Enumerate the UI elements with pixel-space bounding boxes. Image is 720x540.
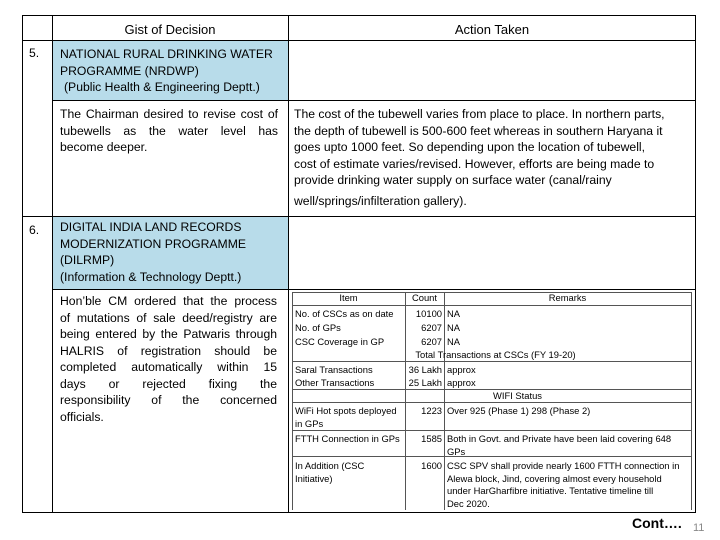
table-border — [695, 15, 696, 513]
section-title — [60, 46, 288, 96]
section-title-line: PROGRAMME (NRDWP) — [60, 63, 199, 78]
cell-item: Other Transactions — [295, 377, 375, 388]
cell-line: WiFi Hot spots deployed — [295, 405, 397, 416]
gist-line: of mutations of sale deed/registry are — [60, 310, 277, 325]
gist-text — [60, 293, 277, 425]
table-border — [52, 289, 696, 290]
cell-item: No. of GPs — [295, 322, 341, 333]
action-line: the depth of tubewell is 500-600 feet whereas in southern Haryana it — [294, 123, 663, 138]
gist-line: HALRIS of registration should be — [60, 343, 277, 358]
gist-text: The Chairman desired to revise cost of tubewells as the water level has become deeper. — [60, 107, 278, 154]
gist-line: responsibility of the concerned — [60, 393, 277, 407]
cell-line: in GPs — [295, 417, 324, 429]
section-title-line: (DILRMP) — [60, 253, 115, 267]
section-title-line: (Information & Technology Deptt.) — [60, 269, 242, 284]
cell-count: 10100 — [415, 308, 442, 319]
continued-label: Cont…. — [632, 515, 682, 531]
gist-line: completed automatically within 15 — [60, 360, 277, 374]
cell-count: 6207 — [421, 322, 442, 333]
cell-line: GPs — [447, 445, 466, 457]
gist-line: officials. — [60, 409, 104, 424]
action-line: cost of estimate varies/revised. However, efforts are being made to — [294, 156, 655, 171]
cell-item — [295, 405, 397, 430]
action-text — [294, 106, 694, 209]
table-border — [52, 100, 696, 101]
inner-header-remarks: Remarks — [548, 292, 587, 303]
cell-item: Saral Transactions — [295, 364, 373, 375]
cell-item: No. of CSCs as on date — [295, 308, 394, 319]
section-number: 6. — [29, 223, 40, 237]
cell-line: CSC SPV shall provide nearly 1600 FTTH connection in — [447, 460, 680, 471]
cell-remarks — [447, 460, 679, 510]
cell-item — [295, 460, 364, 485]
cell-item: CSC Coverage in GP — [295, 336, 385, 347]
gist-line: days or rejected fixing the — [60, 376, 277, 391]
cell-remarks: NA — [447, 336, 461, 347]
total-transactions-heading: Total Transactions at CSCs (FY 19-20) — [415, 349, 576, 360]
cell-remarks: Over 925 (Phase 1) 298 (Phase 2) — [447, 405, 591, 416]
cell-count: 25 Lakh — [408, 377, 442, 388]
section-title-line: (Public Health & Engineering Deptt.) — [64, 80, 260, 94]
cell-line: Both in Govt. and Private have been laid covering 648 — [447, 433, 672, 444]
inner-border — [292, 305, 692, 306]
section-title — [60, 219, 288, 285]
table-border — [22, 15, 23, 513]
cell-count: 1223 — [421, 405, 442, 416]
section-title-line: NATIONAL RURAL DRINKING WATER — [60, 47, 273, 61]
cell-remarks: NA — [447, 308, 461, 319]
column-header-action: Action Taken — [454, 22, 530, 37]
cell-count: 1585 — [421, 433, 442, 444]
inner-header-item: Item — [339, 292, 358, 303]
action-line: well/springs/infilteration gallery). — [294, 193, 467, 208]
section-title-line: MODERNIZATION PROGRAMME — [60, 236, 246, 251]
cell-line: In Addition (CSC — [295, 460, 365, 471]
section-title-line: DIGITAL INDIA LAND RECORDS — [60, 220, 242, 234]
column-header-gist: Gist of Decision — [124, 22, 216, 37]
table-border — [22, 512, 696, 513]
gist-line: being entered by the Patwaris through — [60, 327, 277, 341]
action-line: goes upto 1000 feet. So depending upon the location of tubewell, — [294, 140, 646, 154]
inner-border — [292, 430, 692, 431]
cell-count: 6207 — [421, 336, 442, 347]
cell-line: Alewa block, Jind, covering almost every household — [447, 472, 662, 484]
wifi-status-heading: WIFI Status — [493, 390, 542, 401]
cell-line: under HarGharfibre initiative. Tentative timeline till — [447, 485, 654, 496]
action-line: The cost of the tubewell varies from place to place. In northern parts, — [294, 107, 665, 121]
table-border — [22, 15, 696, 16]
cell-remarks: approx — [447, 377, 476, 388]
gist-line: Hon’ble CM ordered that the process — [60, 294, 277, 308]
inner-header-count: Count — [411, 292, 438, 303]
cell-count: 36 Lakh — [408, 364, 442, 375]
cell-count: 1600 — [421, 460, 442, 471]
section-number: 5. — [29, 46, 40, 60]
inner-border — [292, 292, 293, 510]
cell-line: Initiative) — [295, 472, 333, 484]
page-number: 11 — [693, 522, 705, 534]
cell-remarks — [447, 433, 671, 458]
action-line: provide drinking water supply on surface water (canal/rainy — [294, 173, 612, 187]
cell-remarks: NA — [447, 322, 461, 333]
cell-item: FTTH Connection in GPs — [295, 433, 400, 444]
cell-line: Dec 2020. — [447, 497, 490, 509]
inner-border — [691, 292, 692, 510]
cell-remarks: approx — [447, 364, 476, 375]
table-border — [288, 15, 289, 513]
